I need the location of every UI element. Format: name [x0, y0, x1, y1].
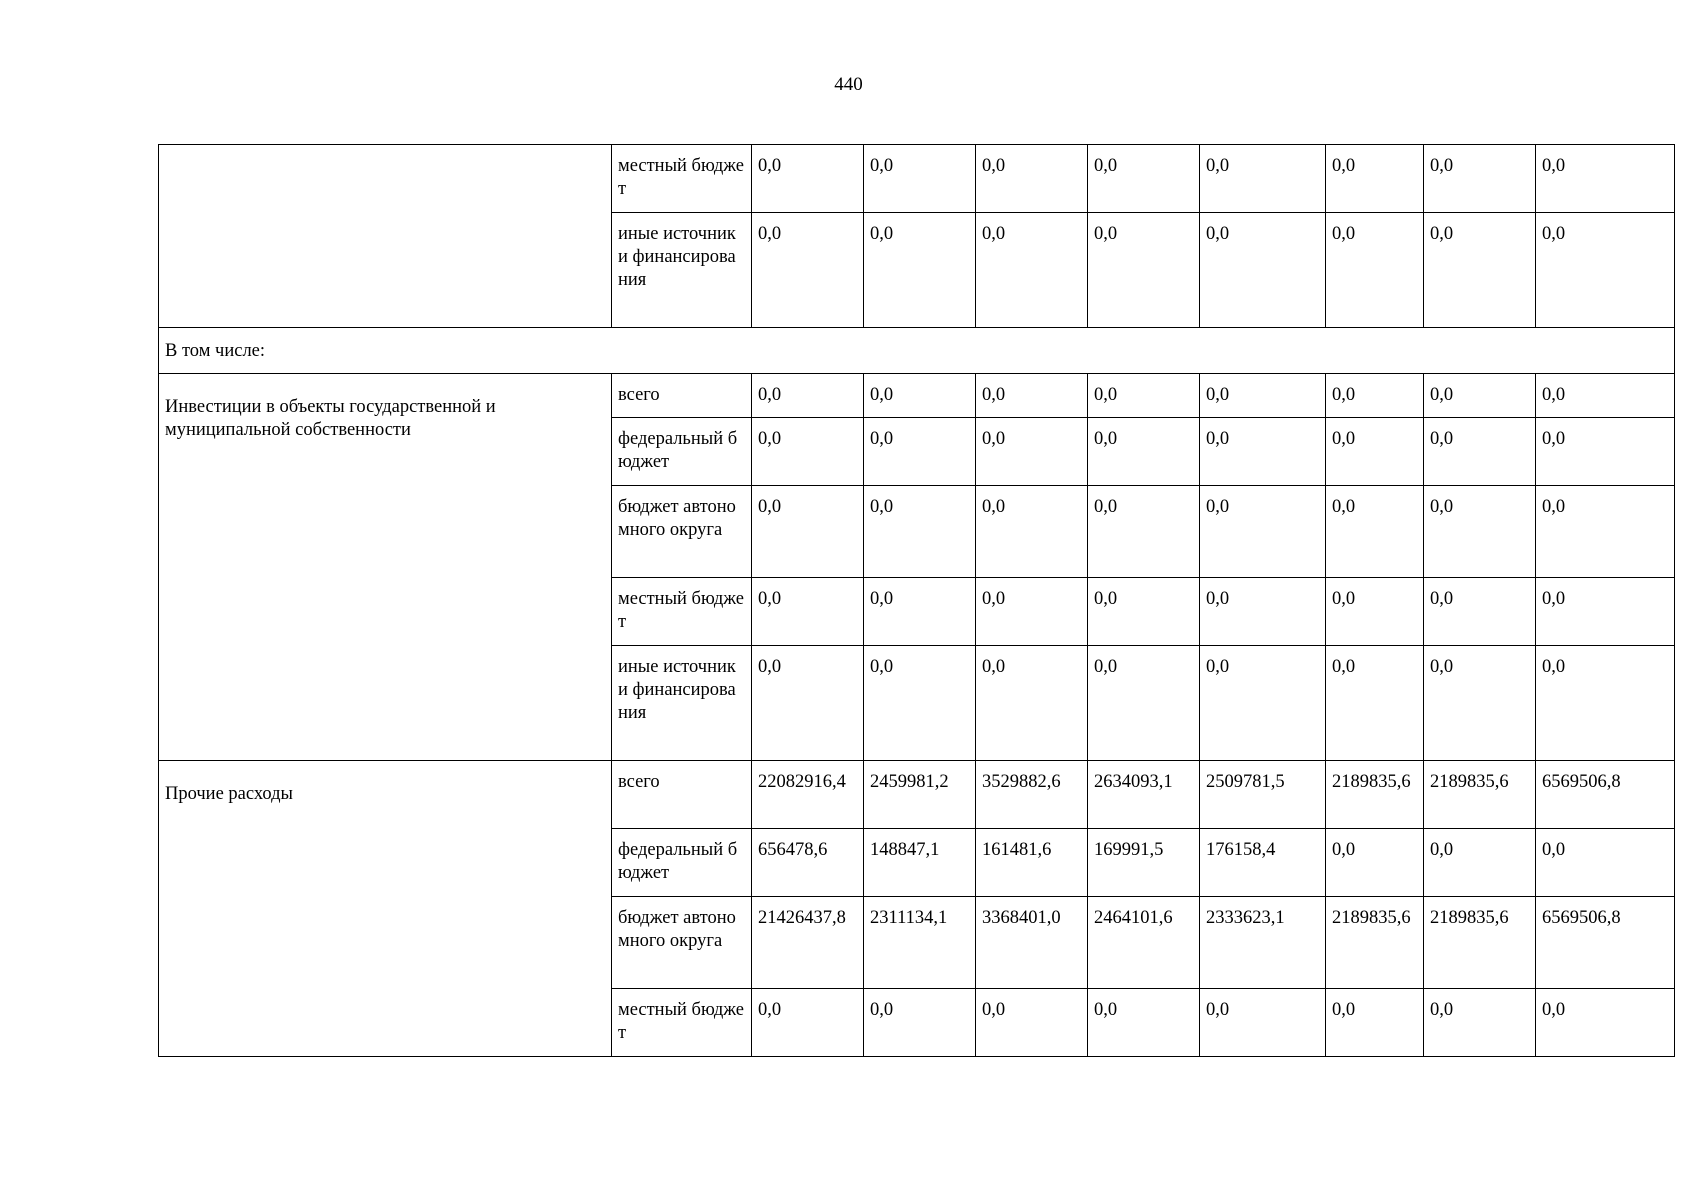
- value-cell: 0,0: [1536, 486, 1675, 578]
- value-cell: 6569506,8: [1536, 897, 1675, 989]
- source-cell: местный бюджет: [612, 989, 752, 1057]
- value-cell: 0,0: [1200, 989, 1326, 1057]
- value-cell: 0,0: [1088, 374, 1200, 418]
- row-name-cell-empty: [159, 145, 612, 328]
- value-cell: 2509781,5: [1200, 761, 1326, 829]
- value-cell: 2464101,6: [1088, 897, 1200, 989]
- section-label: В том числе:: [159, 328, 1675, 374]
- row-name-investments: Инвестиции в объекты государственной и муниципальной собственности: [159, 374, 612, 761]
- source-cell: федеральный бюджет: [612, 418, 752, 486]
- value-cell: 0,0: [864, 578, 976, 646]
- value-cell: 0,0: [752, 578, 864, 646]
- value-cell: 0,0: [1424, 486, 1536, 578]
- value-cell: 0,0: [1424, 418, 1536, 486]
- value-cell: 0,0: [976, 213, 1088, 328]
- source-cell: федеральный бюджет: [612, 829, 752, 897]
- value-cell: 0,0: [976, 486, 1088, 578]
- value-cell: 0,0: [1536, 145, 1675, 213]
- value-cell: 0,0: [864, 145, 976, 213]
- value-cell: 0,0: [752, 486, 864, 578]
- value-cell: 2189835,6: [1424, 897, 1536, 989]
- value-cell: 3529882,6: [976, 761, 1088, 829]
- value-cell: 22082916,4: [752, 761, 864, 829]
- source-cell: бюджет автономного округа: [612, 897, 752, 989]
- value-cell: 2311134,1: [864, 897, 976, 989]
- value-cell: 0,0: [1326, 213, 1424, 328]
- value-cell: 0,0: [1326, 646, 1424, 761]
- section-row: [159, 328, 1675, 374]
- value-cell: 148847,1: [864, 829, 976, 897]
- value-cell: 0,0: [1424, 374, 1536, 418]
- page-number: 440: [834, 74, 863, 95]
- value-cell: 0,0: [864, 374, 976, 418]
- value-cell: 0,0: [864, 486, 976, 578]
- value-cell: 21426437,8: [752, 897, 864, 989]
- value-cell: 0,0: [864, 989, 976, 1057]
- value-cell: 169991,5: [1088, 829, 1200, 897]
- value-cell: 0,0: [1424, 145, 1536, 213]
- value-cell: 656478,6: [752, 829, 864, 897]
- source-cell: всего: [612, 374, 752, 418]
- value-cell: 161481,6: [976, 829, 1088, 897]
- value-cell: 0,0: [976, 418, 1088, 486]
- value-cell: 0,0: [1536, 989, 1675, 1057]
- value-cell: 0,0: [864, 418, 976, 486]
- value-cell: 0,0: [1088, 486, 1200, 578]
- value-cell: 0,0: [1536, 646, 1675, 761]
- table-row: [159, 145, 1675, 213]
- source-cell: иные источники финансирования: [612, 213, 752, 328]
- value-cell: 0,0: [1200, 646, 1326, 761]
- source-cell: всего: [612, 761, 752, 829]
- value-cell: 0,0: [1424, 646, 1536, 761]
- value-cell: 0,0: [1326, 578, 1424, 646]
- value-cell: 0,0: [976, 578, 1088, 646]
- table-row: [159, 374, 1675, 418]
- value-cell: 2189835,6: [1424, 761, 1536, 829]
- value-cell: 0,0: [752, 145, 864, 213]
- value-cell: 0,0: [1424, 829, 1536, 897]
- value-cell: 0,0: [1326, 989, 1424, 1057]
- value-cell: 0,0: [864, 646, 976, 761]
- value-cell: 0,0: [976, 989, 1088, 1057]
- table-row: [159, 761, 1675, 829]
- value-cell: 0,0: [752, 213, 864, 328]
- source-cell: местный бюджет: [612, 145, 752, 213]
- value-cell: 2333623,1: [1200, 897, 1326, 989]
- value-cell: 0,0: [976, 646, 1088, 761]
- value-cell: 176158,4: [1200, 829, 1326, 897]
- value-cell: 0,0: [1088, 418, 1200, 486]
- value-cell: 0,0: [1088, 578, 1200, 646]
- value-cell: 0,0: [1326, 145, 1424, 213]
- value-cell: 0,0: [1200, 578, 1326, 646]
- value-cell: 0,0: [976, 145, 1088, 213]
- budget-table: [158, 144, 1675, 1057]
- value-cell: 0,0: [1200, 145, 1326, 213]
- value-cell: 0,0: [1088, 646, 1200, 761]
- value-cell: 0,0: [752, 646, 864, 761]
- value-cell: 0,0: [1088, 989, 1200, 1057]
- source-cell: иные источники финансирования: [612, 646, 752, 761]
- value-cell: 0,0: [1424, 578, 1536, 646]
- value-cell: 0,0: [1536, 374, 1675, 418]
- value-cell: 0,0: [1536, 578, 1675, 646]
- value-cell: 0,0: [1536, 829, 1675, 897]
- value-cell: 0,0: [752, 989, 864, 1057]
- value-cell: 0,0: [752, 418, 864, 486]
- value-cell: 0,0: [976, 374, 1088, 418]
- value-cell: 0,0: [1200, 418, 1326, 486]
- value-cell: 2634093,1: [1088, 761, 1200, 829]
- value-cell: 0,0: [1088, 145, 1200, 213]
- value-cell: 0,0: [1326, 374, 1424, 418]
- source-cell: бюджет автономного округа: [612, 486, 752, 578]
- value-cell: 0,0: [864, 213, 976, 328]
- source-cell: местный бюджет: [612, 578, 752, 646]
- value-cell: 3368401,0: [976, 897, 1088, 989]
- value-cell: 0,0: [1536, 418, 1675, 486]
- value-cell: 0,0: [1424, 213, 1536, 328]
- value-cell: 0,0: [1200, 486, 1326, 578]
- value-cell: 0,0: [752, 374, 864, 418]
- value-cell: 2189835,6: [1326, 897, 1424, 989]
- value-cell: 0,0: [1326, 486, 1424, 578]
- value-cell: 0,0: [1424, 989, 1536, 1057]
- value-cell: 2459981,2: [864, 761, 976, 829]
- value-cell: 0,0: [1200, 374, 1326, 418]
- value-cell: 0,0: [1326, 829, 1424, 897]
- value-cell: 6569506,8: [1536, 761, 1675, 829]
- row-name-other-expenses: Прочие расходы: [159, 761, 612, 1057]
- value-cell: 0,0: [1200, 213, 1326, 328]
- value-cell: 0,0: [1326, 418, 1424, 486]
- value-cell: 2189835,6: [1326, 761, 1424, 829]
- value-cell: 0,0: [1536, 213, 1675, 328]
- value-cell: 0,0: [1088, 213, 1200, 328]
